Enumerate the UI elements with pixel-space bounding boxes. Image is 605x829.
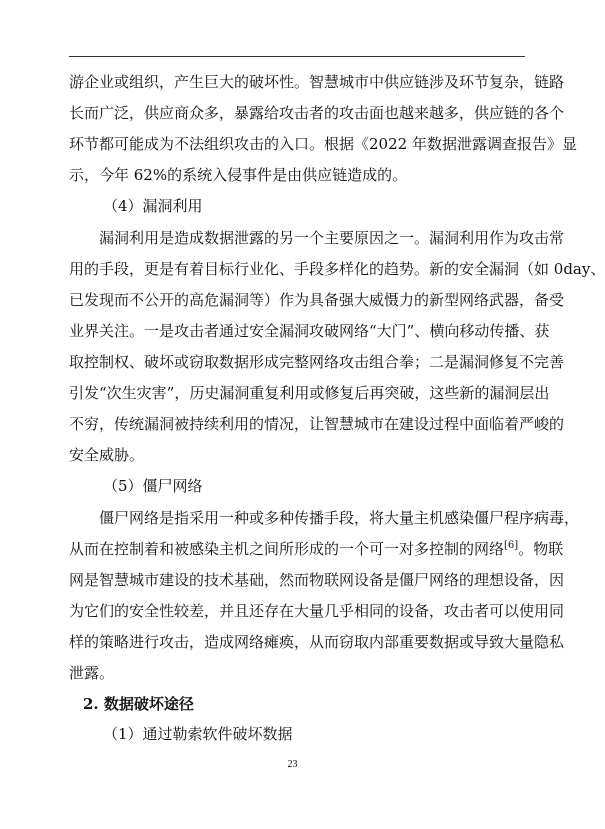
text-segment: 从而在控制着和被感染主机之间所形成的一个可一对多控制的网络 — [69, 540, 505, 558]
text-line: 取控制权、破坏或窃取数据形成完整网络攻击组合拳；二是漏洞修复不完善 — [69, 353, 565, 371]
text-line: 为它们的安全性较差，并且还存在大量几乎相同的设备，攻击者可以使用同 — [69, 602, 565, 620]
text-line: 环节都可能成为不法组织攻击的入口。根据《2022 年数据泄露调查报告》显 — [69, 135, 577, 153]
text-line: 业界关注。一是攻击者通过安全漏洞攻破网络“大门”、横向移动传播、获 — [69, 322, 550, 340]
text-line: 安全威胁。 — [69, 446, 145, 464]
text-line: 引发“次生灾害”，历史漏洞重复利用或修复后再突破，这些新的漏洞层出 — [69, 384, 550, 402]
text-line: 游企业或组织，产生巨大的破坏性。智慧城市中供应链涉及环节复杂，链路 — [69, 73, 565, 91]
subheading-ransomware: （1）通过勒索软件破坏数据 — [103, 725, 293, 743]
citation-and-tail — [504, 537, 563, 561]
text-line: 已发现而不公开的高危漏洞等）作为具备强大威慑力的新型网络武器，备受 — [69, 291, 565, 309]
text-line: 示，今年 62%的系统入侵事件是由供应链造成的。 — [69, 166, 408, 184]
text-segment: 。物联 — [518, 540, 564, 558]
header-rule — [69, 56, 525, 57]
text-line: 漏洞利用是造成数据泄露的另一个主要原因之一。漏洞利用作为攻击常 — [99, 229, 565, 247]
subheading-botnet: （5）僵尸网络 — [103, 477, 203, 495]
section-heading-data-destruction: 2. 数据破坏途径 — [83, 695, 194, 713]
text-line: 不穷，传统漏洞被持续利用的情况，让智慧城市在建设过程中面临着严峻的 — [69, 415, 565, 433]
text-line: 长而广泛，供应商众多，暴露给攻击者的攻击面也越来越多，供应链的各个 — [69, 104, 565, 122]
text-line: 泄露。 — [69, 664, 115, 682]
text-line-with-citation — [69, 537, 564, 561]
text-line: 僵尸网络是指采用一种或多种传播手段，将大量主机感染僵尸程序病毒， — [99, 509, 580, 527]
page-number: 23 — [287, 759, 298, 770]
citation-ref: [6] — [504, 540, 519, 551]
subheading-vulnerability: （4）漏洞利用 — [103, 197, 203, 215]
text-line: 用的手段，更是有着目标行业化、手段多样化的趋势。新的安全漏洞（如 0day、 — [69, 260, 605, 278]
text-line: 样的策略进行攻击，造成网络瘫痪，从而窃取内部重要数据或导致大量隐私 — [69, 633, 565, 651]
text-line: 网是智慧城市建设的技术基础，然而物联网设备是僵尸网络的理想设备，因 — [69, 571, 565, 589]
